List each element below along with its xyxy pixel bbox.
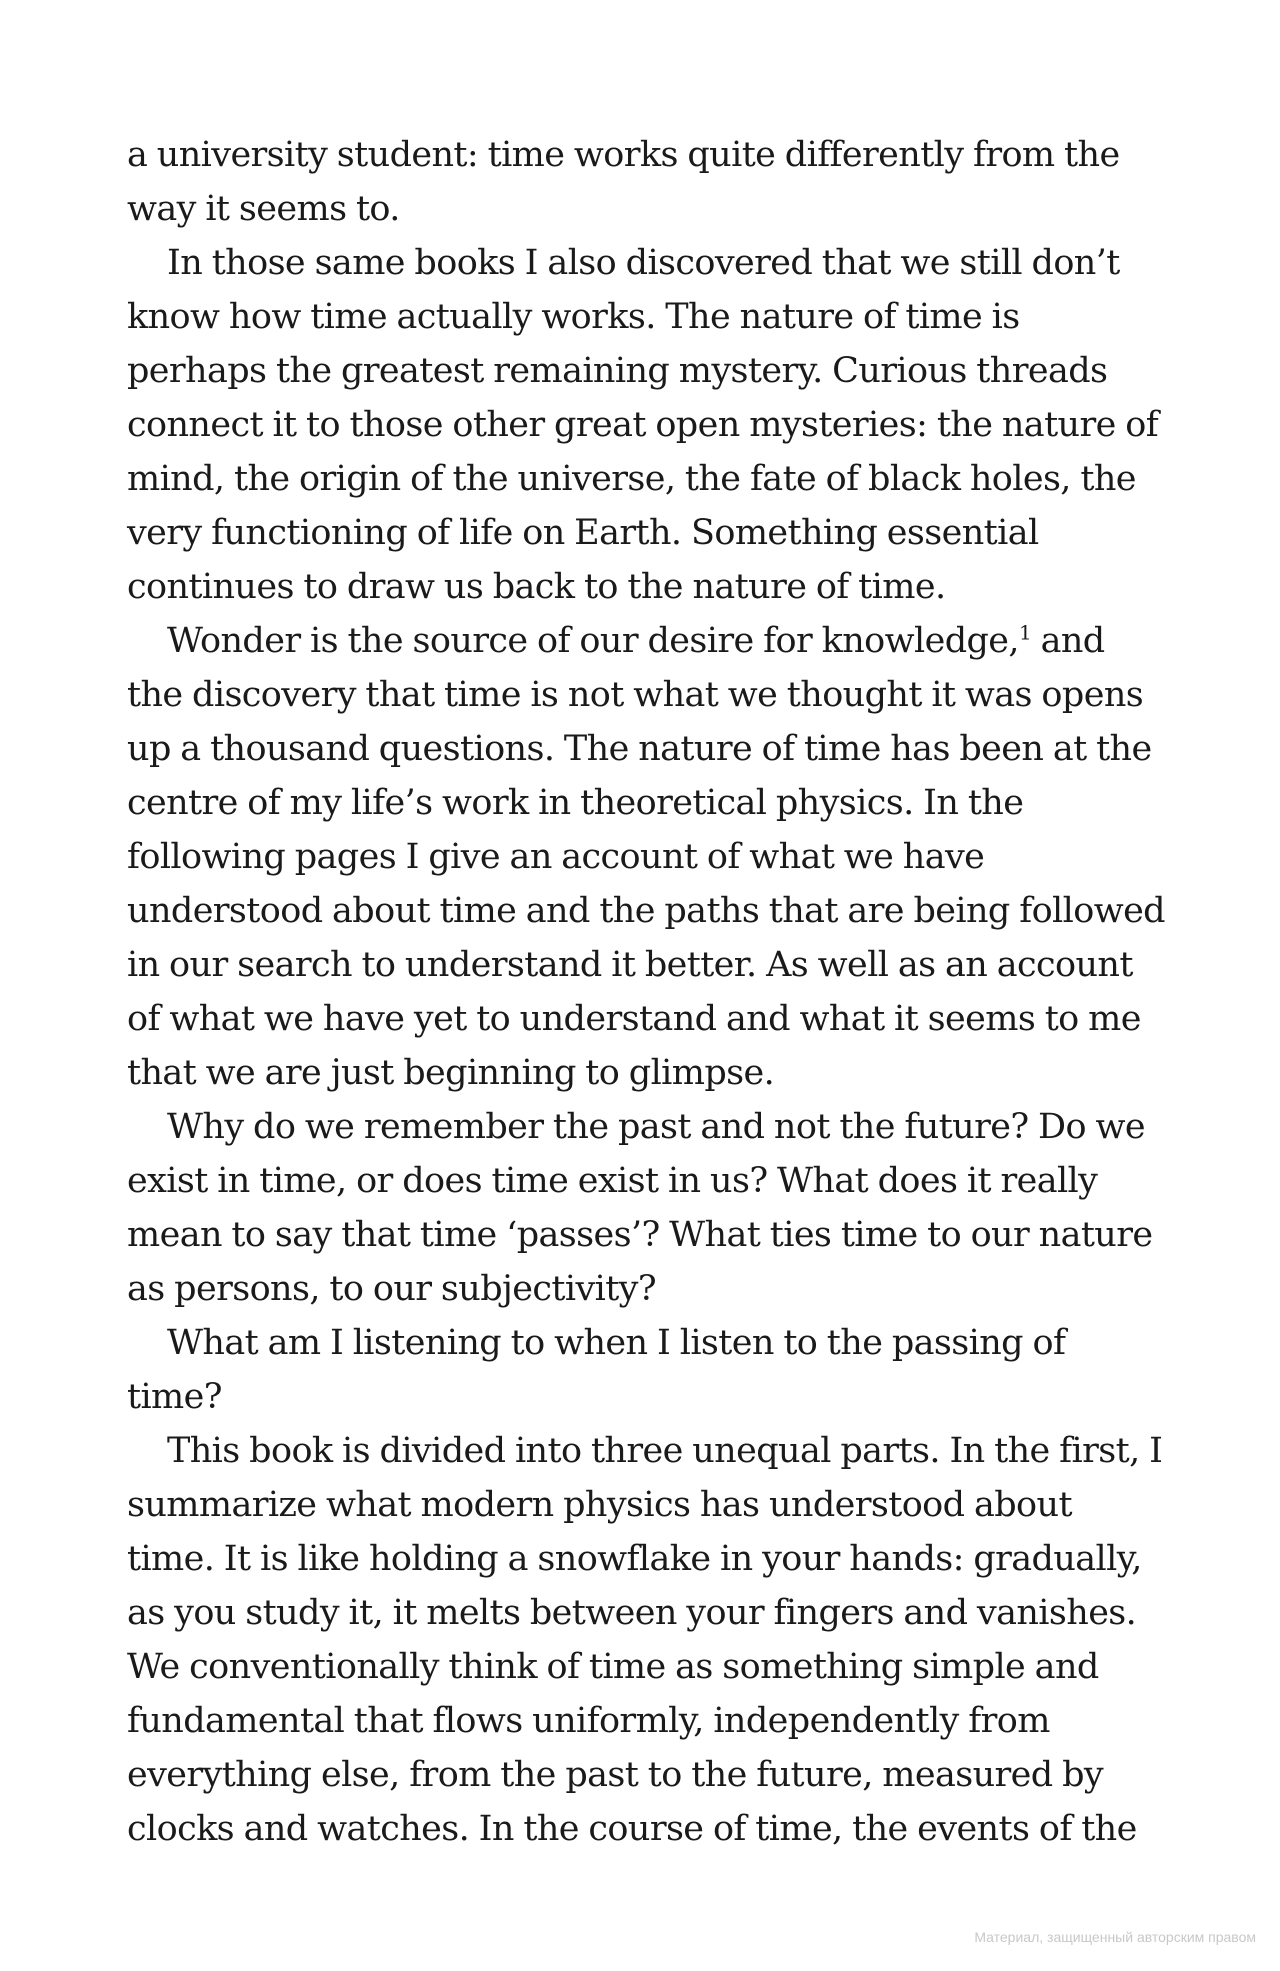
paragraph-listening: What am I listening to when I listen to the passing of time?: [127, 1323, 1066, 1417]
body-text: [127, 128, 1167, 1856]
paragraph-continuation: a university student: time works quite differently from the way it seems to.: [127, 135, 1120, 229]
footnote-marker[interactable]: 1: [1018, 620, 1032, 645]
paragraph-questions: Why do we remember the past and not the future? Do we exist in time, or does time exist in us? What does it really mean to say that time ‘passes’? What ties time to our nature as persons, to our subjectivity?: [127, 1107, 1153, 1309]
paragraph-wonder: [127, 614, 1167, 1100]
paragraph-wonder-rest: and the discovery that time is not what we thought it was opens up a thousand questions. The nature of time has been at the centre of my life’s work in theoretical physics. In the following pages I give an account of what we have understood about time and the paths that are being followed in our search to understand it better. As well as an account of what we have yet to understand and what it seems to me that we are just beginning to glimpse.: [127, 621, 1165, 1093]
paragraph-book-structure: This book is divided into three unequal parts. In the first, I summarize what modern physics has understood about time. It is like holding a snowflake in your hands: gradually, as you study it, it melts between your fingers and vanishes. We conventionally think of time as something simple and fundamental that flows uniformly, independently from everything else, from the past to the future, measured by clocks and watches. In the course of time, the events of the: [127, 1431, 1163, 1849]
paragraph-mystery-of-time: In those same books I also discovered that we still don’t know how time actually works. The nature of time is perhaps the greatest remaining mystery. Curious threads connect it to those other great open mysteries: the nature of mind, the origin of the universe, the fate of black holes, the very functioning of life on Earth. Something essential continues to draw us back to the nature of time.: [127, 243, 1159, 607]
copyright-watermark: Материал, защищенный авторским правом: [974, 1929, 1256, 1945]
paragraph-wonder-start: Wonder is the source of our desire for knowledge,: [167, 621, 1019, 661]
